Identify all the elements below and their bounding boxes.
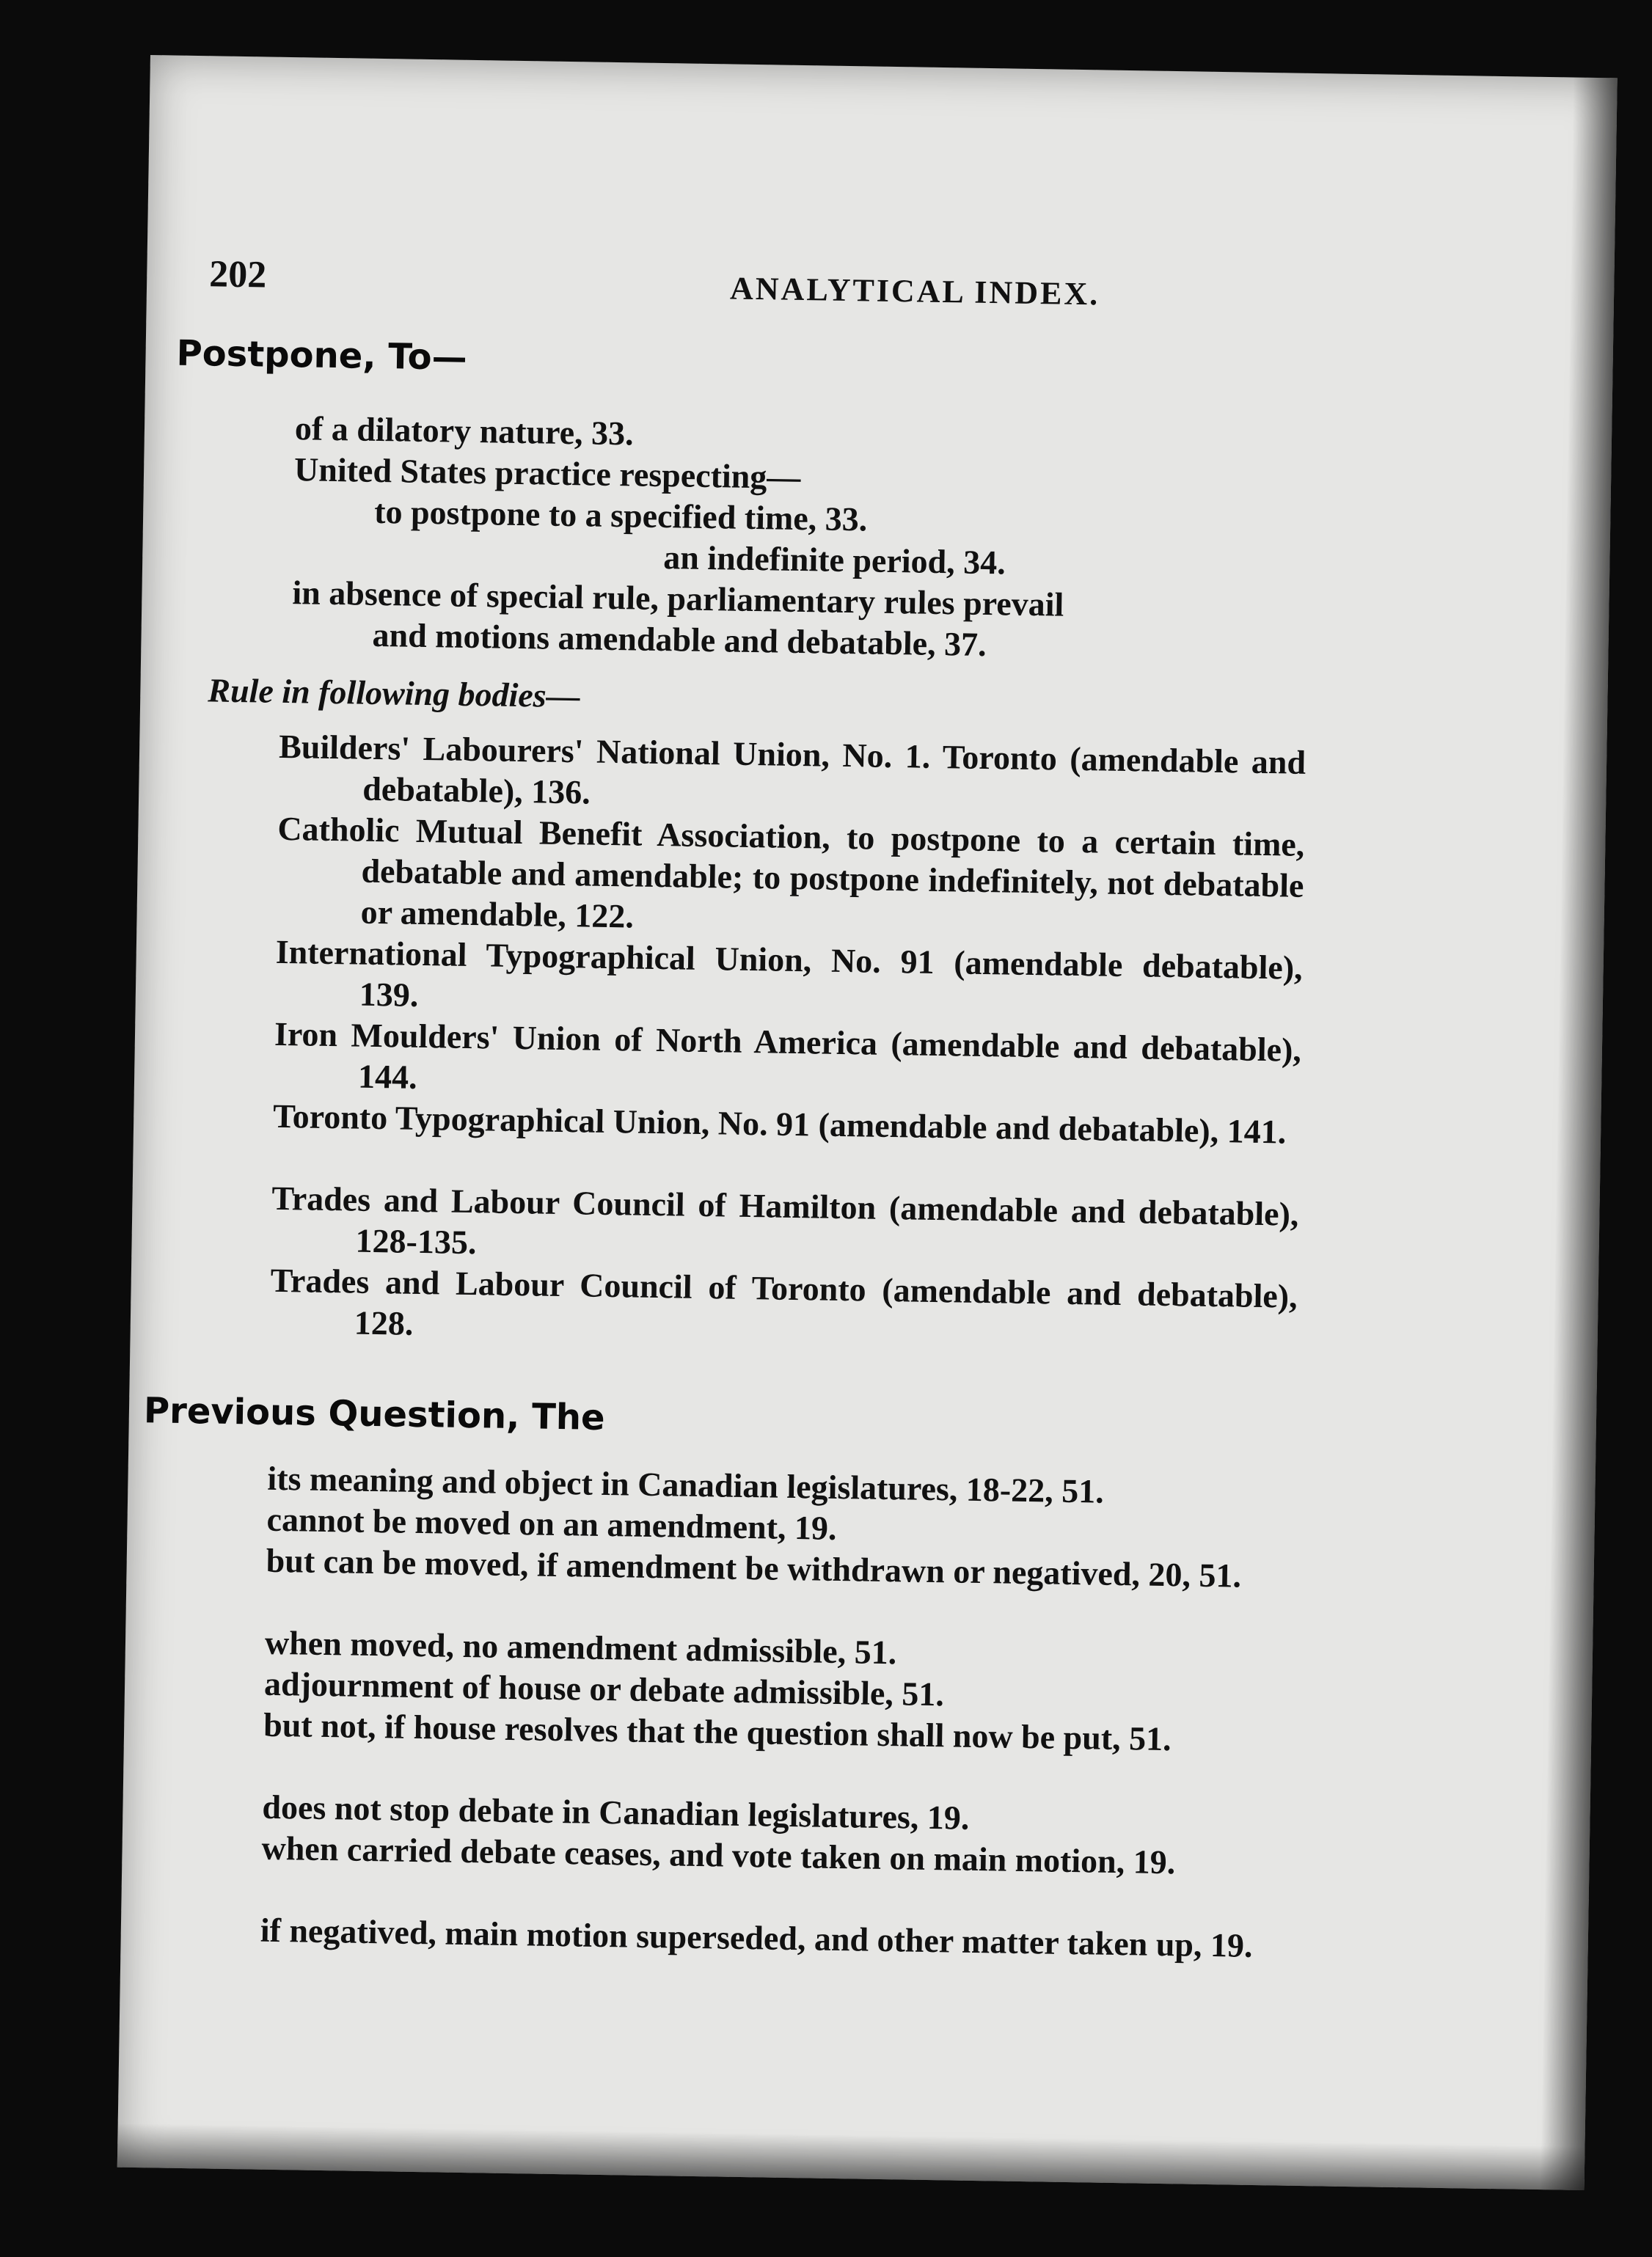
page-edge-shadow: [1540, 77, 1618, 2190]
index-entry: Trades and Labour Council of Toronto (amendable and debatable), 128.: [270, 1261, 1298, 1342]
index-entry: Catholic Mutual Benefit Association, to postpone to a certain time, debatable and amendable; to postpone indefinitely, not debatable or amendable, 122.: [277, 809, 1305, 935]
index-entry: if negatived, main motion superseded, and other matter taken up, 19.: [260, 1911, 1253, 1964]
index-line: an indefinite period, 34.: [662, 538, 1006, 582]
index-entry: International Typographical Union, No. 91 (amendable debatable), 139.: [275, 932, 1304, 1014]
index-entry: when moved, no amendment admissible, 51.: [264, 1623, 897, 1672]
index-entry: but not, if house resolves that the question shall now be put, 51.: [263, 1705, 1172, 1758]
index-line: United States practice respecting—: [293, 450, 801, 496]
index-line: of a dilatory nature, 33.: [294, 409, 635, 453]
index-entry: but can be moved, if amendment be withdrawn or negatived, 20, 51.: [266, 1541, 1242, 1595]
index-entry: Iron Moulders' Union of North America (amendable and debatable), 144.: [274, 1014, 1302, 1096]
index-entry: cannot be moved on an amendment, 19.: [266, 1500, 837, 1547]
index-line: and motions amendable and debatable, 37.: [372, 615, 987, 663]
index-entry: its meaning and object in Canadian legislatures, 18-22, 51.: [267, 1459, 1105, 1510]
index-entry: adjournment of house or debate admissible, 51.: [263, 1664, 945, 1713]
index-heading-postpone: Postpone, To—: [176, 332, 468, 378]
index-entry: Builders' Labourers' National Union, No. 1. Toronto (amendable and debatable), 136.: [278, 727, 1306, 811]
index-subheading: Rule in following bodies—: [208, 671, 581, 715]
index-entry: Toronto Typographical Union, No. 91 (amendable and debatable), 141.: [272, 1097, 1287, 1151]
index-line: to postpone to a specified time, 33.: [373, 492, 868, 538]
running-head-title: ANALYTICAL INDEX.: [729, 270, 1100, 312]
book-page: [117, 55, 1618, 2190]
index-entry: when carried debate ceases, and vote taken on main motion, 19.: [261, 1829, 1176, 1881]
index-entry: does not stop debate in Canadian legislatures, 19.: [262, 1788, 970, 1837]
page-bottom-shadow: [117, 2124, 1585, 2190]
index-entry: Trades and Labour Council of Hamilton (amendable and debatable), 128-135.: [271, 1179, 1299, 1262]
index-line: in absence of special rule, parliamentary rules prevail: [292, 574, 1064, 623]
page-number: 202: [208, 253, 267, 296]
index-heading-previous-question: Previous Question, The: [143, 1390, 605, 1438]
running-head: [147, 252, 1615, 333]
